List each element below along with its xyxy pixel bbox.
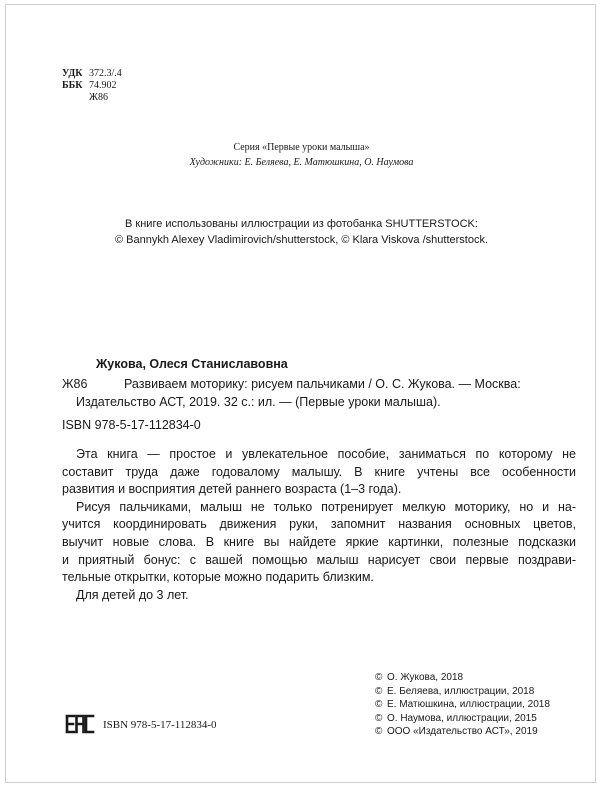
annotation-line: составит труда даже годовалому малышу. В книге учтены все особенности — [62, 464, 576, 479]
copyright-line — [375, 725, 550, 739]
author-mark-row — [62, 92, 122, 104]
annotation-line: тельные открытки, которые можно подарить близким. — [62, 570, 374, 585]
copyright-text: ООО «Издательство АСТ», 2019 — [387, 726, 538, 737]
annotation-line: Эта книга — простое и увлекательное пособие, заниматься по которому не — [76, 447, 576, 461]
annotation-paragraph — [62, 446, 576, 499]
annotation-paragraph — [62, 587, 576, 605]
code-key — [62, 92, 89, 104]
copyright-line — [375, 685, 550, 699]
code-key: ББК — [62, 80, 83, 91]
copyright-block — [375, 671, 550, 739]
bib-line-1 — [62, 375, 521, 393]
series-block — [0, 140, 603, 170]
classification-codes — [62, 68, 122, 104]
bib-code: Ж86 — [62, 377, 88, 391]
bibliographic-record — [62, 375, 521, 411]
isbn-record: ISBN 978-5-17-112834-0 — [62, 418, 201, 432]
illustrators: Художники: Е. Беляева, Е. Матюшкина, О. Наумова — [189, 157, 414, 168]
copyright-icon: © — [375, 685, 383, 697]
copyright-text: Е. Матюшкина, иллюстрации, 2018 — [387, 699, 550, 710]
code-value: 372.3/.4 — [89, 68, 122, 79]
copyright-icon: © — [375, 672, 383, 683]
annotation-line: развития и восприятия детей раннего возраста (1–3 года). — [62, 482, 402, 497]
credits-line: В книге использованы иллюстрации из фотобанка SHUTTERSTOCK: — [125, 218, 478, 230]
isbn-bottom: ISBN 978-5-17-112834-0 — [103, 719, 217, 731]
copyright-line — [375, 712, 550, 726]
annotation-line: Для детей до 3 лет. — [76, 587, 189, 602]
annotation-line: выучит новые слова. В книге вы найдете яркие картинки, полезные подсказки — [62, 534, 576, 549]
annotation-line: учится координировать движения руки, запомнит названия основных цветов, — [62, 517, 576, 532]
credits-line: © Bannykh Alexey Vladimirovich/shutterstock, © Klara Viskova /shutterstock. — [114, 234, 489, 246]
bbk-row — [62, 80, 122, 92]
copyright-line — [375, 698, 550, 712]
code-key: УДК — [62, 68, 83, 79]
annotation-paragraph — [62, 499, 576, 587]
copyright-icon: © — [375, 712, 383, 724]
author-heading: Жукова, Олеся Станиславовна — [96, 357, 288, 371]
code-value: Ж86 — [89, 92, 108, 103]
copyright-text: Е. Беляева, иллюстрации, 2018 — [387, 685, 535, 697]
annotation — [62, 446, 576, 604]
bib-line-2: Издательство АСТ, 2019. 32 с.: ил. — (Первые уроки малыша). — [76, 395, 441, 409]
copyright-text: О. Наумова, иллюстрации, 2015 — [387, 712, 537, 724]
copyright-icon: © — [375, 699, 383, 710]
series-title: Серия «Первые уроки малыша» — [233, 142, 370, 153]
annotation-line: и приятный бонус: с вашей помощью малыш нарисует свои первые поздрави- — [62, 552, 576, 567]
bib-text: Развиваем моторику: рисуем пальчиками / О. С. Жукова. — Москва: — [124, 377, 521, 391]
code-value: 74.902 — [89, 80, 117, 91]
copyright-line — [375, 671, 550, 685]
udk-row — [62, 68, 122, 80]
copyright-text: О. Жукова, 2018 — [387, 672, 464, 683]
eac-mark-icon — [65, 714, 95, 739]
annotation-line: Рисуя пальчиками, малыш не только потренирует мелкую моторику, но и на- — [76, 499, 576, 514]
copyright-icon: © — [375, 726, 383, 737]
photo-credits — [0, 216, 603, 248]
